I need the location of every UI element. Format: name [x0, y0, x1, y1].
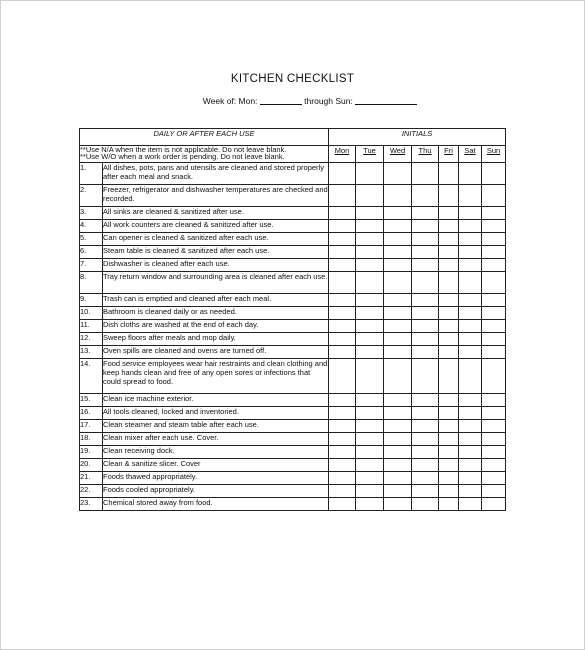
- week-of-label: Week of: Mon:: [202, 96, 258, 106]
- initials-cell-sat[interactable]: [459, 472, 482, 485]
- item-task: Trash can is emptied and cleaned after each meal.: [103, 294, 329, 307]
- item-task: Clean mixer after each use. Cover.: [103, 433, 329, 446]
- initials-cell-tue[interactable]: [356, 233, 384, 246]
- initials-cell-wed[interactable]: [384, 163, 412, 185]
- initials-cell-thu[interactable]: [412, 220, 439, 233]
- initials-cell-wed[interactable]: [384, 407, 412, 420]
- item-number: 3.: [80, 207, 103, 220]
- item-task: Dishwasher is cleaned after each use.: [103, 259, 329, 272]
- item-task: Foods thawed appropriately.: [103, 472, 329, 485]
- initials-cell-tue[interactable]: [356, 246, 384, 259]
- initials-cell-sat[interactable]: [459, 320, 482, 333]
- checklist-row: [80, 485, 506, 498]
- item-number: 15.: [80, 394, 103, 407]
- initials-cell-thu[interactable]: [412, 163, 439, 185]
- initials-cell-fri[interactable]: [439, 359, 459, 394]
- initials-cell-thu[interactable]: [412, 433, 439, 446]
- initials-cell-thu[interactable]: [412, 420, 439, 433]
- initials-cell-tue[interactable]: [356, 333, 384, 346]
- initials-cell-mon[interactable]: [329, 259, 356, 272]
- initials-cell-thu[interactable]: [412, 207, 439, 220]
- initials-cell-mon[interactable]: [329, 307, 356, 320]
- initials-cell-tue[interactable]: [356, 294, 384, 307]
- item-number: 20.: [80, 459, 103, 472]
- initials-cell-fri[interactable]: [439, 163, 459, 185]
- item-task: All dishes, pots, pans and utensils are cleaned and stored properly after each meal and snack.: [103, 163, 329, 185]
- item-number: 2.: [80, 185, 103, 207]
- initials-cell-mon[interactable]: [329, 233, 356, 246]
- item-task: Foods cooled appropriately.: [103, 485, 329, 498]
- item-task: Can opener is cleaned & sanitized after each use.: [103, 233, 329, 246]
- initials-cell-sun[interactable]: [482, 220, 506, 233]
- initials-cell-sat[interactable]: [459, 420, 482, 433]
- initials-cell-tue[interactable]: [356, 320, 384, 333]
- initials-cell-thu[interactable]: [412, 485, 439, 498]
- initials-cell-sat[interactable]: [459, 233, 482, 246]
- week-of-line: [0, 96, 585, 106]
- initials-cell-fri[interactable]: [439, 307, 459, 320]
- checklist-row: [80, 394, 506, 407]
- item-number: 19.: [80, 446, 103, 459]
- initials-cell-wed[interactable]: [384, 333, 412, 346]
- checklist-row: [80, 433, 506, 446]
- initials-cell-wed[interactable]: [384, 446, 412, 459]
- initials-cell-fri[interactable]: [439, 394, 459, 407]
- checklist-row: [80, 420, 506, 433]
- initials-cell-tue[interactable]: [356, 185, 384, 207]
- initials-cell-fri[interactable]: [439, 446, 459, 459]
- initials-cell-tue[interactable]: [356, 420, 384, 433]
- initials-cell-sun[interactable]: [482, 320, 506, 333]
- initials-cell-mon[interactable]: [329, 459, 356, 472]
- checklist-row: [80, 185, 506, 207]
- week-sun-blank[interactable]: [355, 96, 417, 105]
- day-header-thu: Thu: [412, 146, 439, 163]
- initials-cell-fri[interactable]: [439, 207, 459, 220]
- initials-cell-tue[interactable]: [356, 485, 384, 498]
- initials-cell-fri[interactable]: [439, 220, 459, 233]
- initials-cell-thu[interactable]: [412, 246, 439, 259]
- day-header-sat: Sat: [459, 146, 482, 163]
- initials-cell-sun[interactable]: [482, 459, 506, 472]
- item-number: 7.: [80, 259, 103, 272]
- initials-cell-wed[interactable]: [384, 233, 412, 246]
- item-task: Clean receiving dock.: [103, 446, 329, 459]
- item-number: 5.: [80, 233, 103, 246]
- initials-cell-mon[interactable]: [329, 185, 356, 207]
- checklist-row: [80, 359, 506, 394]
- initials-cell-tue[interactable]: [356, 220, 384, 233]
- item-number: 12.: [80, 333, 103, 346]
- initials-cell-sat[interactable]: [459, 220, 482, 233]
- initials-cell-wed[interactable]: [384, 498, 412, 511]
- item-task: All sinks are cleaned & sanitized after use.: [103, 207, 329, 220]
- initials-cell-sun[interactable]: [482, 446, 506, 459]
- item-task: Clean ice machine exterior.: [103, 394, 329, 407]
- initials-cell-wed[interactable]: [384, 185, 412, 207]
- instructions-note: [80, 146, 329, 163]
- note-wo: **Use W/O when a work order is pending. Do not leave blank.: [80, 152, 285, 161]
- initials-cell-mon[interactable]: [329, 433, 356, 446]
- initials-cell-fri[interactable]: [439, 233, 459, 246]
- checklist-row: [80, 246, 506, 259]
- initials-header: INITIALS: [329, 129, 506, 146]
- item-number: 18.: [80, 433, 103, 446]
- initials-cell-sun[interactable]: [482, 498, 506, 511]
- item-number: 1.: [80, 163, 103, 185]
- initials-cell-sun[interactable]: [482, 485, 506, 498]
- initials-cell-sat[interactable]: [459, 333, 482, 346]
- initials-cell-mon[interactable]: [329, 320, 356, 333]
- initials-cell-wed[interactable]: [384, 359, 412, 394]
- item-task: Bathroom is cleaned daily or as needed.: [103, 307, 329, 320]
- initials-cell-sun[interactable]: [482, 333, 506, 346]
- initials-cell-thu[interactable]: [412, 185, 439, 207]
- initials-cell-tue[interactable]: [356, 346, 384, 359]
- initials-cell-wed[interactable]: [384, 207, 412, 220]
- item-number: 14.: [80, 359, 103, 394]
- initials-cell-thu[interactable]: [412, 472, 439, 485]
- initials-cell-tue[interactable]: [356, 272, 384, 294]
- initials-cell-tue[interactable]: [356, 446, 384, 459]
- initials-cell-sun[interactable]: [482, 207, 506, 220]
- item-number: 6.: [80, 246, 103, 259]
- checklist-row: [80, 163, 506, 185]
- initials-cell-sat[interactable]: [459, 485, 482, 498]
- initials-cell-sat[interactable]: [459, 207, 482, 220]
- item-task: Freezer, refrigerator and dishwasher temperatures are checked and recorded.: [103, 185, 329, 207]
- item-task: Dish cloths are washed at the end of each day.: [103, 320, 329, 333]
- initials-cell-fri[interactable]: [439, 433, 459, 446]
- item-number: 23.: [80, 498, 103, 511]
- day-header-fri: Fri: [439, 146, 459, 163]
- initials-cell-tue[interactable]: [356, 459, 384, 472]
- initials-cell-wed[interactable]: [384, 346, 412, 359]
- item-number: 17.: [80, 420, 103, 433]
- checklist-table: [79, 128, 506, 511]
- day-header-tue: Tue: [356, 146, 384, 163]
- initials-cell-fri[interactable]: [439, 246, 459, 259]
- initials-cell-sun[interactable]: [482, 307, 506, 320]
- initials-cell-mon[interactable]: [329, 359, 356, 394]
- initials-cell-mon[interactable]: [329, 163, 356, 185]
- initials-cell-sun[interactable]: [482, 472, 506, 485]
- initials-cell-fri[interactable]: [439, 333, 459, 346]
- checklist-row: [80, 320, 506, 333]
- checklist-row: [80, 346, 506, 359]
- initials-cell-fri[interactable]: [439, 320, 459, 333]
- item-number: 4.: [80, 220, 103, 233]
- initials-cell-mon[interactable]: [329, 420, 356, 433]
- checklist-row: [80, 498, 506, 511]
- initials-cell-wed[interactable]: [384, 272, 412, 294]
- initials-cell-tue[interactable]: [356, 207, 384, 220]
- initials-cell-thu[interactable]: [412, 320, 439, 333]
- item-number: 21.: [80, 472, 103, 485]
- initials-cell-sat[interactable]: [459, 407, 482, 420]
- initials-cell-fri[interactable]: [439, 185, 459, 207]
- day-header-wed: Wed: [384, 146, 412, 163]
- checklist-row: [80, 307, 506, 320]
- initials-cell-wed[interactable]: [384, 220, 412, 233]
- initials-cell-thu[interactable]: [412, 498, 439, 511]
- initials-cell-sun[interactable]: [482, 246, 506, 259]
- initials-cell-fri[interactable]: [439, 485, 459, 498]
- initials-cell-tue[interactable]: [356, 433, 384, 446]
- initials-cell-wed[interactable]: [384, 394, 412, 407]
- initials-cell-sun[interactable]: [482, 272, 506, 294]
- checklist-row: [80, 272, 506, 294]
- initials-cell-tue[interactable]: [356, 498, 384, 511]
- initials-cell-thu[interactable]: [412, 346, 439, 359]
- checklist-body: [80, 163, 506, 511]
- initials-cell-mon[interactable]: [329, 407, 356, 420]
- checklist-row: [80, 459, 506, 472]
- day-header-mon: Mon: [329, 146, 356, 163]
- initials-cell-sun[interactable]: [482, 185, 506, 207]
- initials-cell-wed[interactable]: [384, 420, 412, 433]
- item-task: All work counters are cleaned & sanitized after use.: [103, 220, 329, 233]
- item-number: 10.: [80, 307, 103, 320]
- checklist-row: [80, 446, 506, 459]
- initials-cell-sat[interactable]: [459, 272, 482, 294]
- initials-cell-sat[interactable]: [459, 259, 482, 272]
- item-task: Tray return window and surrounding area is cleaned after each use.: [103, 272, 329, 294]
- item-task: Sweep floors after meals and mop daily.: [103, 333, 329, 346]
- week-mon-blank[interactable]: [260, 96, 302, 105]
- item-task: Clean steamer and steam table after each use.: [103, 420, 329, 433]
- initials-cell-sun[interactable]: [482, 346, 506, 359]
- initials-cell-mon[interactable]: [329, 333, 356, 346]
- initials-cell-thu[interactable]: [412, 259, 439, 272]
- initials-cell-sun[interactable]: [482, 407, 506, 420]
- initials-cell-wed[interactable]: [384, 246, 412, 259]
- initials-cell-sat[interactable]: [459, 433, 482, 446]
- initials-cell-tue[interactable]: [356, 259, 384, 272]
- initials-cell-mon[interactable]: [329, 294, 356, 307]
- initials-cell-wed[interactable]: [384, 472, 412, 485]
- initials-cell-thu[interactable]: [412, 359, 439, 394]
- checklist-row: [80, 233, 506, 246]
- initials-cell-wed[interactable]: [384, 485, 412, 498]
- initials-cell-sun[interactable]: [482, 294, 506, 307]
- initials-cell-tue[interactable]: [356, 359, 384, 394]
- initials-cell-mon[interactable]: [329, 472, 356, 485]
- initials-cell-tue[interactable]: [356, 163, 384, 185]
- initials-cell-sun[interactable]: [482, 163, 506, 185]
- initials-cell-sat[interactable]: [459, 394, 482, 407]
- initials-cell-thu[interactable]: [412, 407, 439, 420]
- checklist-row: [80, 294, 506, 307]
- initials-cell-wed[interactable]: [384, 320, 412, 333]
- initials-cell-wed[interactable]: [384, 294, 412, 307]
- initials-cell-mon[interactable]: [329, 246, 356, 259]
- initials-cell-sun[interactable]: [482, 433, 506, 446]
- initials-cell-sat[interactable]: [459, 359, 482, 394]
- initials-cell-thu[interactable]: [412, 272, 439, 294]
- initials-cell-mon[interactable]: [329, 272, 356, 294]
- initials-cell-fri[interactable]: [439, 272, 459, 294]
- initials-cell-sun[interactable]: [482, 259, 506, 272]
- initials-cell-fri[interactable]: [439, 420, 459, 433]
- checklist-row: [80, 472, 506, 485]
- initials-cell-sat[interactable]: [459, 498, 482, 511]
- item-task: Steam table is cleaned & sanitized after each use.: [103, 246, 329, 259]
- initials-cell-mon[interactable]: [329, 485, 356, 498]
- initials-cell-wed[interactable]: [384, 433, 412, 446]
- initials-cell-tue[interactable]: [356, 394, 384, 407]
- initials-cell-fri[interactable]: [439, 459, 459, 472]
- initials-cell-fri[interactable]: [439, 407, 459, 420]
- initials-cell-thu[interactable]: [412, 233, 439, 246]
- initials-cell-sat[interactable]: [459, 294, 482, 307]
- item-number: 8.: [80, 272, 103, 294]
- initials-cell-sat[interactable]: [459, 185, 482, 207]
- page-title: KITCHEN CHECKLIST: [230, 73, 355, 85]
- item-task: Oven spills are cleaned and ovens are turned off.: [103, 346, 329, 359]
- item-task: Food service employees wear hair restraints and clean clothing and keep hands clean and free of any open sores or infections that could spread to food.: [103, 359, 329, 394]
- section-header: DAILY OR AFTER EACH USE: [80, 129, 329, 146]
- initials-cell-mon[interactable]: [329, 220, 356, 233]
- initials-cell-thu[interactable]: [412, 394, 439, 407]
- item-task: Chemical stored away from food.: [103, 498, 329, 511]
- item-task: All tools cleaned, locked and inventoried.: [103, 407, 329, 420]
- initials-cell-wed[interactable]: [384, 259, 412, 272]
- initials-cell-fri[interactable]: [439, 346, 459, 359]
- initials-cell-fri[interactable]: [439, 259, 459, 272]
- initials-cell-sun[interactable]: [482, 394, 506, 407]
- item-number: 16.: [80, 407, 103, 420]
- initials-cell-mon[interactable]: [329, 207, 356, 220]
- initials-cell-sat[interactable]: [459, 307, 482, 320]
- checklist-row: [80, 220, 506, 233]
- initials-cell-tue[interactable]: [356, 472, 384, 485]
- initials-cell-mon[interactable]: [329, 394, 356, 407]
- initials-cell-sat[interactable]: [459, 163, 482, 185]
- initials-cell-sat[interactable]: [459, 246, 482, 259]
- initials-cell-thu[interactable]: [412, 294, 439, 307]
- initials-cell-wed[interactable]: [384, 307, 412, 320]
- checklist-row: [80, 207, 506, 220]
- initials-cell-sat[interactable]: [459, 459, 482, 472]
- initials-cell-tue[interactable]: [356, 307, 384, 320]
- initials-cell-mon[interactable]: [329, 346, 356, 359]
- checklist-row: [80, 333, 506, 346]
- checklist-row: [80, 259, 506, 272]
- initials-cell-fri[interactable]: [439, 294, 459, 307]
- initials-cell-thu[interactable]: [412, 333, 439, 346]
- week-through-label: through Sun:: [304, 96, 353, 106]
- item-number: 22.: [80, 485, 103, 498]
- checklist-row: [80, 407, 506, 420]
- initials-cell-sun[interactable]: [482, 233, 506, 246]
- initials-cell-thu[interactable]: [412, 307, 439, 320]
- initials-cell-fri[interactable]: [439, 498, 459, 511]
- initials-cell-tue[interactable]: [356, 407, 384, 420]
- initials-cell-sun[interactable]: [482, 420, 506, 433]
- item-task: Clean & sanitize slicer. Cover: [103, 459, 329, 472]
- item-number: 13.: [80, 346, 103, 359]
- initials-cell-sun[interactable]: [482, 359, 506, 394]
- initials-cell-mon[interactable]: [329, 446, 356, 459]
- initials-cell-fri[interactable]: [439, 472, 459, 485]
- note-na: **Use N/A when the item is not applicable. Do not leave blank.: [80, 145, 287, 154]
- initials-cell-sat[interactable]: [459, 446, 482, 459]
- initials-cell-wed[interactable]: [384, 459, 412, 472]
- initials-cell-thu[interactable]: [412, 459, 439, 472]
- initials-cell-sat[interactable]: [459, 346, 482, 359]
- item-number: 9.: [80, 294, 103, 307]
- item-number: 11.: [80, 320, 103, 333]
- initials-cell-mon[interactable]: [329, 498, 356, 511]
- day-header-sun: Sun: [482, 146, 506, 163]
- initials-cell-thu[interactable]: [412, 446, 439, 459]
